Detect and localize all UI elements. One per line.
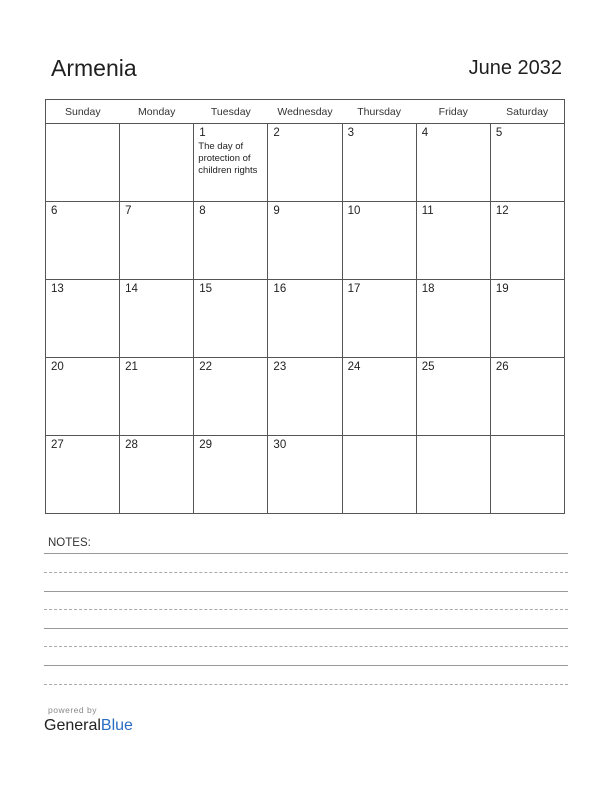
day-number: 9 — [273, 205, 280, 217]
holiday-label: The day of protection of children rights — [198, 141, 258, 176]
day-number: 13 — [51, 283, 64, 295]
day-number: 11 — [421, 205, 434, 217]
day-cell — [342, 202, 416, 280]
weekday-header-row — [46, 100, 565, 124]
day-cell — [120, 280, 194, 358]
day-cell — [120, 124, 194, 202]
day-number: 20 — [51, 361, 64, 373]
day-cell — [342, 280, 416, 358]
day-cell — [416, 436, 490, 514]
day-cell — [490, 436, 564, 514]
week-row — [46, 202, 565, 280]
day-cell — [268, 202, 342, 280]
day-cell — [416, 358, 490, 436]
day-number: 17 — [347, 283, 361, 295]
weekday-thursday: Thursday — [342, 100, 416, 124]
day-cell — [490, 124, 564, 202]
day-number: 16 — [273, 283, 287, 295]
note-line — [44, 572, 568, 573]
day-number: 28 — [125, 439, 138, 451]
day-cell — [342, 358, 416, 436]
day-cell — [416, 280, 490, 358]
day-number: 26 — [495, 361, 509, 373]
week-row — [46, 124, 565, 202]
day-cell — [46, 124, 120, 202]
country-title: Armenia — [51, 55, 137, 81]
day-cell — [46, 358, 120, 436]
week-row — [46, 280, 565, 358]
day-number: 25 — [421, 361, 435, 373]
day-cell — [268, 280, 342, 358]
day-cell — [194, 436, 268, 514]
month-year-title: June 2032 — [468, 57, 562, 79]
week-row — [46, 358, 565, 436]
day-number: 2 — [273, 127, 280, 139]
note-line — [44, 609, 568, 610]
note-line — [44, 665, 568, 666]
day-cell — [416, 202, 490, 280]
note-line — [44, 684, 568, 685]
powered-by-text: powered by — [48, 705, 97, 715]
calendar-body — [46, 124, 565, 514]
day-number: 12 — [495, 205, 509, 217]
day-number: 29 — [199, 439, 213, 451]
brand-blue: Blue — [100, 717, 133, 734]
day-cell — [490, 280, 564, 358]
note-line — [44, 628, 568, 629]
brand-general: General — [44, 717, 101, 734]
day-number: 4 — [421, 127, 429, 139]
day-cell — [120, 436, 194, 514]
day-cell — [194, 124, 268, 202]
note-line — [44, 646, 568, 647]
notes-label: NOTES: — [48, 537, 91, 549]
day-number: 3 — [347, 127, 354, 139]
day-cell — [342, 436, 416, 514]
day-cell — [416, 124, 490, 202]
day-number: 15 — [199, 283, 213, 295]
note-line — [44, 553, 568, 554]
weekday-friday: Friday — [416, 100, 490, 124]
day-cell — [268, 124, 342, 202]
weekday-saturday: Saturday — [490, 100, 564, 124]
day-number: 6 — [51, 205, 58, 217]
weekday-tuesday: Tuesday — [194, 100, 268, 124]
day-number: 24 — [347, 361, 361, 373]
day-cell — [46, 280, 120, 358]
day-number: 27 — [51, 439, 64, 451]
day-cell — [490, 358, 564, 436]
day-number: 22 — [199, 361, 213, 373]
day-cell — [342, 124, 416, 202]
day-number: 14 — [125, 283, 138, 295]
day-number: 23 — [273, 361, 287, 373]
calendar-grid — [45, 99, 565, 514]
day-cell — [194, 358, 268, 436]
day-number: 7 — [125, 205, 132, 217]
generalblue-logo — [44, 717, 133, 735]
day-cell — [194, 202, 268, 280]
day-cell — [268, 358, 342, 436]
day-cell — [120, 202, 194, 280]
weekday-monday: Monday — [120, 100, 194, 124]
day-cell — [46, 436, 120, 514]
day-number: 1 — [199, 127, 206, 139]
day-cell — [194, 280, 268, 358]
day-number: 21 — [125, 361, 138, 373]
day-cell — [46, 202, 120, 280]
day-cell — [490, 202, 564, 280]
weekday-sunday: Sunday — [46, 100, 120, 124]
day-number: 5 — [495, 127, 503, 139]
weekday-wednesday: Wednesday — [268, 100, 342, 124]
day-number: 8 — [199, 205, 206, 217]
day-number: 18 — [421, 283, 435, 295]
day-number: 19 — [495, 283, 509, 295]
day-cell — [268, 436, 342, 514]
note-line — [44, 591, 568, 592]
week-row — [46, 436, 565, 514]
day-number: 10 — [347, 205, 361, 217]
day-number: 30 — [273, 439, 287, 451]
day-cell — [120, 358, 194, 436]
